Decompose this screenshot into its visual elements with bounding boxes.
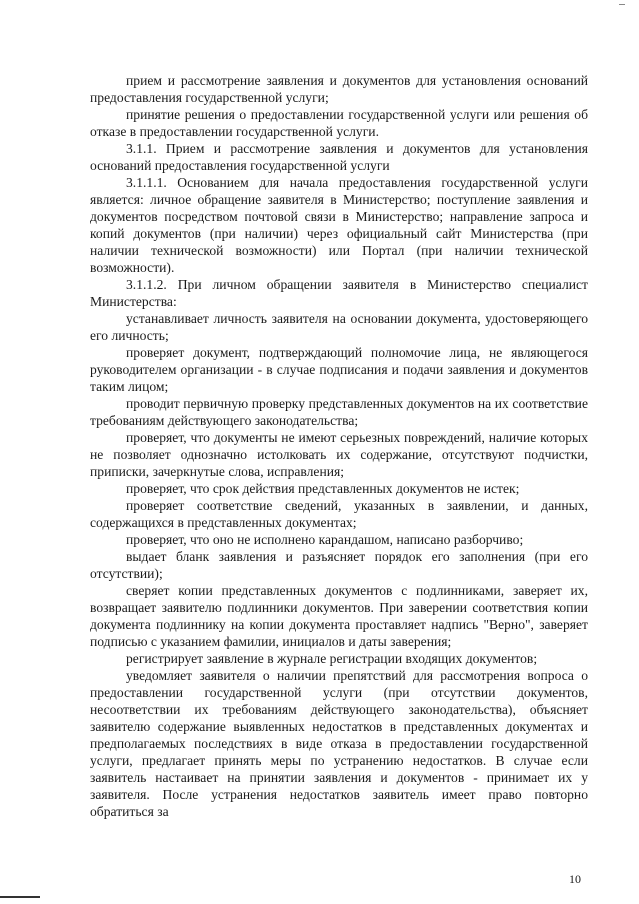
paragraph-2: принятие решения о предоставлении государственной услуги или решения об отказе в предоставлении государственной услуги. bbox=[90, 107, 588, 139]
scan-corner-mark bbox=[619, 0, 625, 5]
paragraph-4: 3.1.1.1. Основанием для начала предоставления государственной услуги является: личное обращение заявителя в Министерство; поступление заявления и документов посредством почтовой связи в Министерство; направление запроса и копий документов (при наличии) через официальный сайт Министерства (при наличии технической возможности) или Портал (при наличии технической возможности). bbox=[90, 175, 588, 275]
paragraph-11: проверяет соответствие сведений, указанных в заявлении, и данных, содержащихся в представленных документах; bbox=[90, 498, 588, 530]
paragraph-7: проверяет документ, подтверждающий полномочие лица, не являющегося руководителем организации - в случае подписания и подачи заявления и документов таким лицом; bbox=[90, 345, 588, 394]
paragraph-6: устанавливает личность заявителя на основании документа, удостоверяющего его личность; bbox=[90, 311, 588, 343]
page-number: 10 bbox=[569, 872, 581, 886]
paragraph-15: регистрирует заявление в журнале регистрации входящих документов; bbox=[126, 651, 538, 666]
footnote-rule bbox=[0, 896, 40, 898]
paragraph-13: выдает бланк заявления и разъясняет порядок его заполнения (при его отсутствии); bbox=[90, 549, 588, 581]
paragraph-10: проверяет, что срок действия представленных документов не истек; bbox=[126, 481, 520, 496]
paragraph-16: уведомляет заявителя о наличии препятствий для рассмотрения вопроса о предоставлении государственной услуги (при отсутствии документов, несоответствии их требованиям действующего законодательства), объясняет заявителю содержание выявленных недостатков в представленных документах и предполагаемых последствиях в виде отказа в предоставлении государственной услуги, предлагает принять меры по устранению недостатков. В случае если заявитель настаивает на принятии заявления и документов - принимает их у заявителя. После устранения недостатков заявитель имеет право повторно обратиться за bbox=[90, 668, 588, 819]
paragraph-8: проводит первичную проверку представленных документов на их соответствие требованиям действующего законодательства; bbox=[90, 396, 588, 428]
paragraph-9: проверяет, что документы не имеют серьезных повреждений, наличие которых не позволяет однозначно истолковать их содержание, отсутствуют подчистки, приписки, зачеркнутые слова, исправления; bbox=[90, 430, 588, 479]
paragraph-5: 3.1.1.2. При личном обращении заявителя в Министерство специалист Министерства: bbox=[90, 277, 588, 309]
paragraph-12: проверяет, что оно не исполнено карандашом, написано разборчиво; bbox=[126, 532, 524, 547]
paragraph-14: сверяет копии представленных документов с подлинниками, заверяет их, возвращает заявителю подлинники документов. При заверении соответствия копии документа подлиннику на копии документа проставляет надпись "Верно", заверяет подписью с указанием фамилии, инициалов и даты заверения; bbox=[90, 583, 588, 649]
document-body bbox=[90, 72, 588, 820]
paragraph-3: 3.1.1. Прием и рассмотрение заявления и документов для установления оснований предоставления государственной услуги bbox=[90, 141, 588, 173]
paragraph-1: прием и рассмотрение заявления и документов для установления оснований предоставления государственной услуги; bbox=[90, 73, 588, 105]
